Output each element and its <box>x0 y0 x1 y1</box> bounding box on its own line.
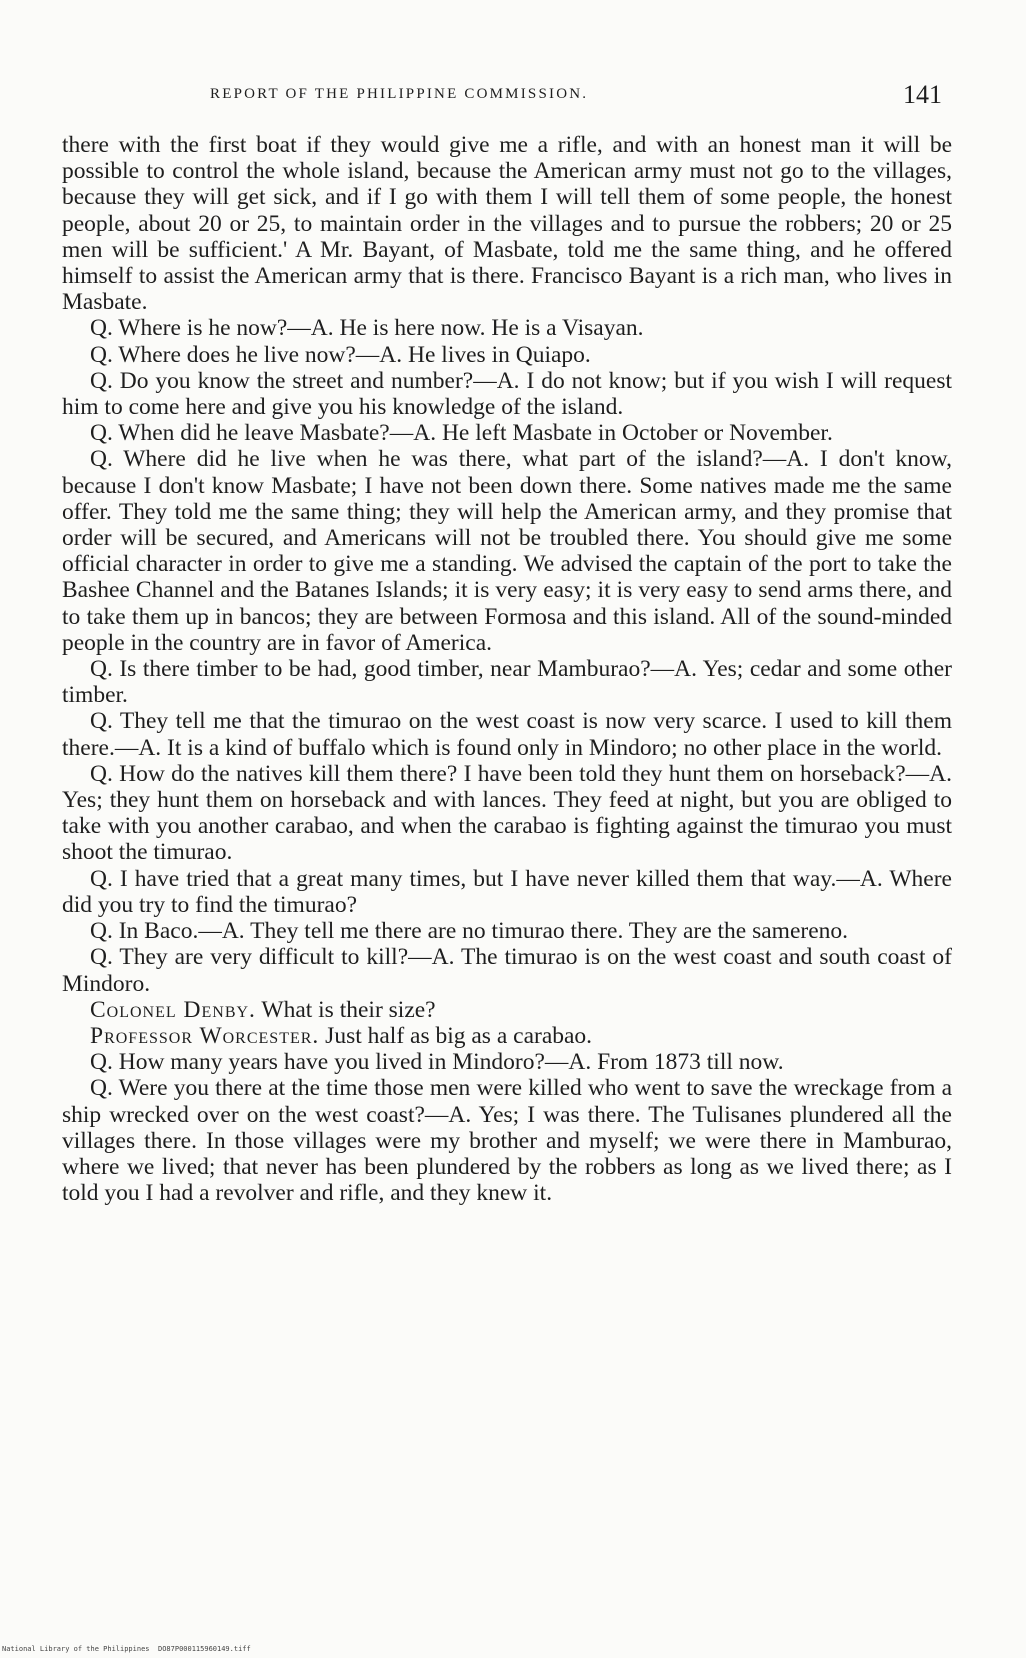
paragraph: Q. When did he leave Masbate?—A. He left Masbate in October or November. <box>90 420 833 447</box>
paragraph: Q. Were you there at the time those men were killed who went to save the wreckage from a ship wrecked over on the west coast?—A. Yes; I was there. The Tulisanes plundered all the villages there. In those villages were my brother and myself; we were there in Mamburao, where we lived; that never has been plundered by the robbers as long as we lived there; as I told you I had a revolver and rifle, and they knew it. <box>62 1075 952 1207</box>
paragraph: Q. They are very difficult to kill?—A. The timurao is on the west coast and south coast of Mindoro. <box>62 944 952 997</box>
body-text <box>62 132 952 1206</box>
paragraph: Q. I have tried that a great many times, but I have never killed them that way.—A. Where did you try to find the timurao? <box>62 865 952 918</box>
speaker-paragraph: Colonel Denby. What is their size? <box>90 996 436 1023</box>
paragraph: Q. In Baco.—A. They tell me there are no timurao there. They are the samereno. <box>90 918 849 945</box>
paragraph: there with the first boat if they would give me a rifle, and with an honest man it will be possible to control the whole island, because the American army must not go to the villages, because they will get sick, and if I go with them I will tell them of some people, the honest people, about 20 or 25, to maintain order in the villages and to pursue the robbers; 20 or 25 men will be sufficient.' A Mr. Bayant, of Masbate, told me the same thing, and he offered himself to assist the American army that is there. Francisco Bayant is a rich man, who lives in Masbate. <box>62 132 952 316</box>
footer-filename: DO87P000115960149.tiff <box>158 1645 251 1653</box>
footer-source: National Library of the Philippines <box>2 1645 150 1653</box>
speaker-name: Professor Worcester. <box>90 1022 320 1049</box>
scan-footer <box>0 1643 1026 1657</box>
paragraph: Q. They tell me that the timurao on the west coast is now very scarce. I used to kill them there.—A. It is a kind of buffalo which is found only in Mindoro; no other place in the world. <box>62 708 952 761</box>
page-header <box>62 82 952 112</box>
paragraph: Q. Where does he live now?—A. He lives in Quiapo. <box>90 341 591 368</box>
paragraph: Q. Do you know the street and number?—A. I do not know; but if you wish I will request him to come here and give you his knowledge of the island. <box>62 367 952 421</box>
paragraph: Q. Where did he live when he was there, what part of the island?—A. I don't know, because I don't know Masbate; I have not been down there. Some natives made me the same offer. They told me the same thing; they will help the American army, and they promise that order will be secured, and Americans will not be troubled there. You should give me some official character in order to give me a standing. We advised the captain of the port to take the Bashee Channel and the Batanes Islands; it is very easy; it is very easy to send arms there, and to take them up in bancos; they are between Formosa and this island. All of the sound-minded people in the country are in favor of America. <box>62 446 952 656</box>
speaker-paragraph: Professor Worcester. Just half as big as a carabao. <box>90 1022 593 1049</box>
paragraph: Q. Is there timber to be had, good timber, near Mamburao?—A. Yes; cedar and some other timber. <box>62 656 952 709</box>
paragraph: Q. How many years have you lived in Mindoro?—A. From 1873 till now. <box>90 1049 784 1076</box>
page-number: 141 <box>903 80 942 109</box>
paragraph: Q. How do the natives kill them there? I have been told they hunt them on horseback?—A. Yes; they hunt them on horseback and with lances. They feed at night, but you are obliged to take with you another carabao, and when the carabao is fighting against the timurao you must shoot the timurao. <box>62 760 952 866</box>
speaker-name: Colonel Denby. <box>90 996 256 1023</box>
paragraph: Q. Where is he now?—A. He is here now. He is a Visayan. <box>90 315 644 342</box>
running-head: REPORT OF THE PHILIPPINE COMMISSION. <box>210 86 589 102</box>
